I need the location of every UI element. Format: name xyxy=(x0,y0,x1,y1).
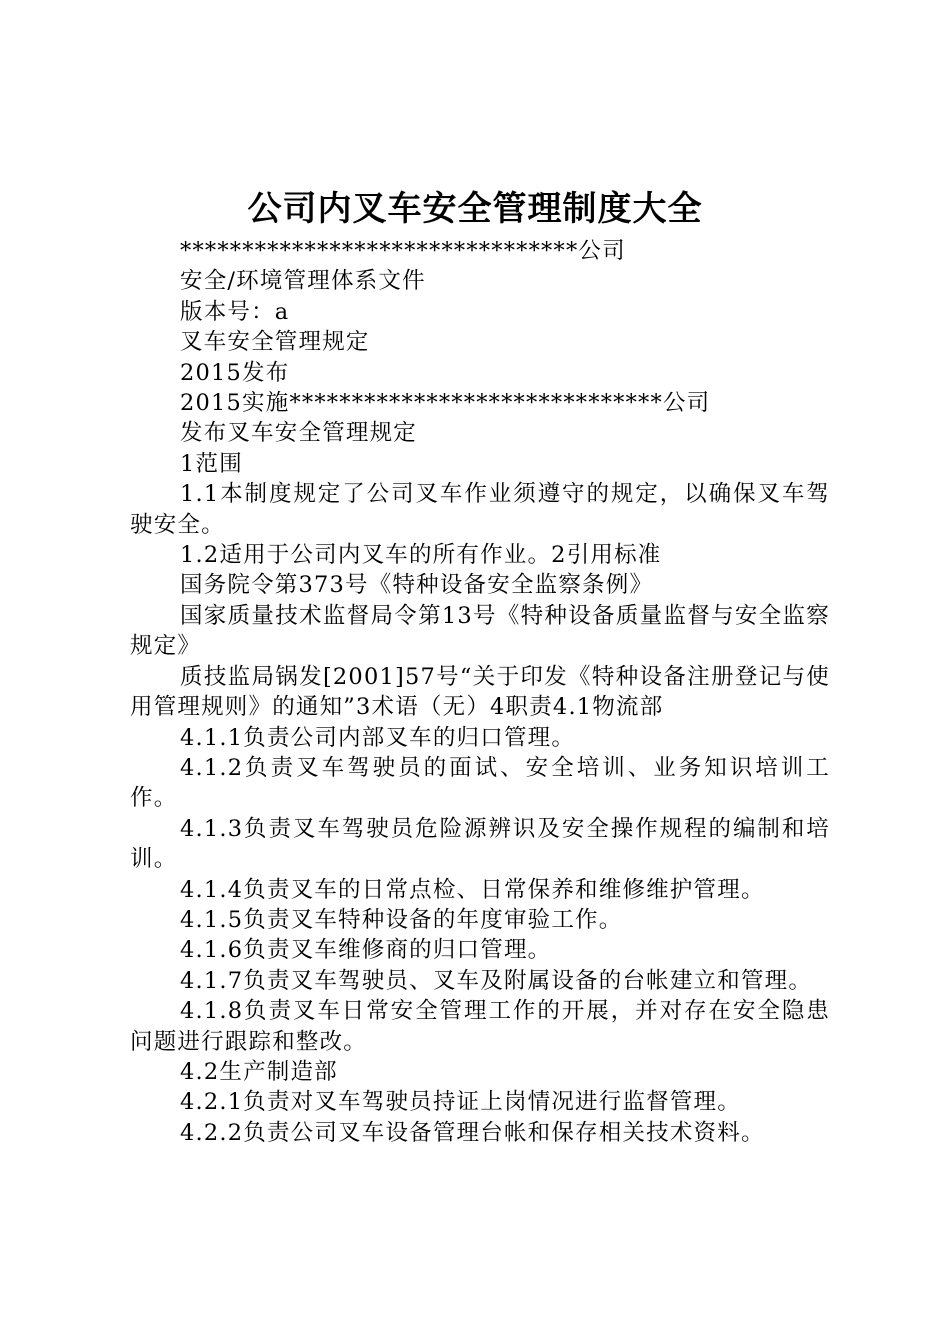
section-heading-scope: 1范围 xyxy=(180,450,243,477)
paragraph-effective-date: 2015实施******************************公司 xyxy=(180,390,711,417)
paragraph-version: 版本号：a xyxy=(180,298,290,325)
section-heading-4-2: 4.2生产制造部 xyxy=(180,1058,338,1085)
paragraph-4-1-2: 4.1.2负责叉车驾驶员的面试、安全培训、业务知识培训工作。 xyxy=(130,754,830,812)
paragraph-reference-57: 质技监局锅发[2001]57号“关于印发《特种设备注册登记与使用管理规则》的通知”3术语（无）4职责4.1物流部 xyxy=(130,663,830,721)
paragraph-4-1-4: 4.1.4负责叉车的日常点检、日常保养和维修维护管理。 xyxy=(180,876,765,903)
paragraph-system-file: 安全/环境管理体系文件 xyxy=(180,268,426,295)
paragraph-reference-373: 国务院令第373号《特种设备安全监察条例》 xyxy=(180,572,654,599)
paragraph-4-1-5: 4.1.5负责叉车特种设备的年度审验工作。 xyxy=(180,906,623,933)
paragraph-4-2-1: 4.2.1负责对叉车驾驶员持证上岗情况进行监督管理。 xyxy=(180,1089,741,1116)
paragraph-rule-name: 叉车安全管理规定 xyxy=(180,329,370,356)
paragraph-4-1-7: 4.1.7负责叉车驾驶员、叉车及附属设备的台帐建立和管理。 xyxy=(180,967,813,994)
document-title: 公司内叉车安全管理制度大全 xyxy=(247,189,703,229)
paragraph-4-1-8: 4.1.8负责叉车日常安全管理工作的开展，并对存在安全隐患问题进行跟踪和整改。 xyxy=(130,998,830,1055)
paragraph-4-1-3: 4.1.3负责叉车驾驶员危险源辨识及安全操作规程的编制和培训。 xyxy=(130,815,830,873)
paragraph-company-header: ********************************公司 xyxy=(180,238,626,264)
document-body xyxy=(130,236,830,1148)
paragraph-reference-13: 国家质量技术监督局令第13号《特种设备质量监督与安全监察规定》 xyxy=(130,602,830,660)
paragraph-publish: 发布叉车安全管理规定 xyxy=(180,420,418,447)
paragraph-4-2-2: 4.2.2负责公司叉车设备管理台帐和保存相关技术资料。 xyxy=(180,1119,765,1146)
paragraph-4-1-6: 4.1.6负责叉车维修商的归口管理。 xyxy=(180,937,552,964)
paragraph-4-1-1: 4.1.1负责公司内部叉车的归口管理。 xyxy=(180,724,576,751)
paragraph-issue-date: 2015发布 xyxy=(180,359,290,386)
paragraph-1-2: 1.2适用于公司内叉车的所有作业。2引用标准 xyxy=(180,542,662,569)
paragraph-1-1: 1.1本制度规定了公司叉车作业须遵守的规定，以确保叉车驾驶安全。 xyxy=(130,481,830,538)
